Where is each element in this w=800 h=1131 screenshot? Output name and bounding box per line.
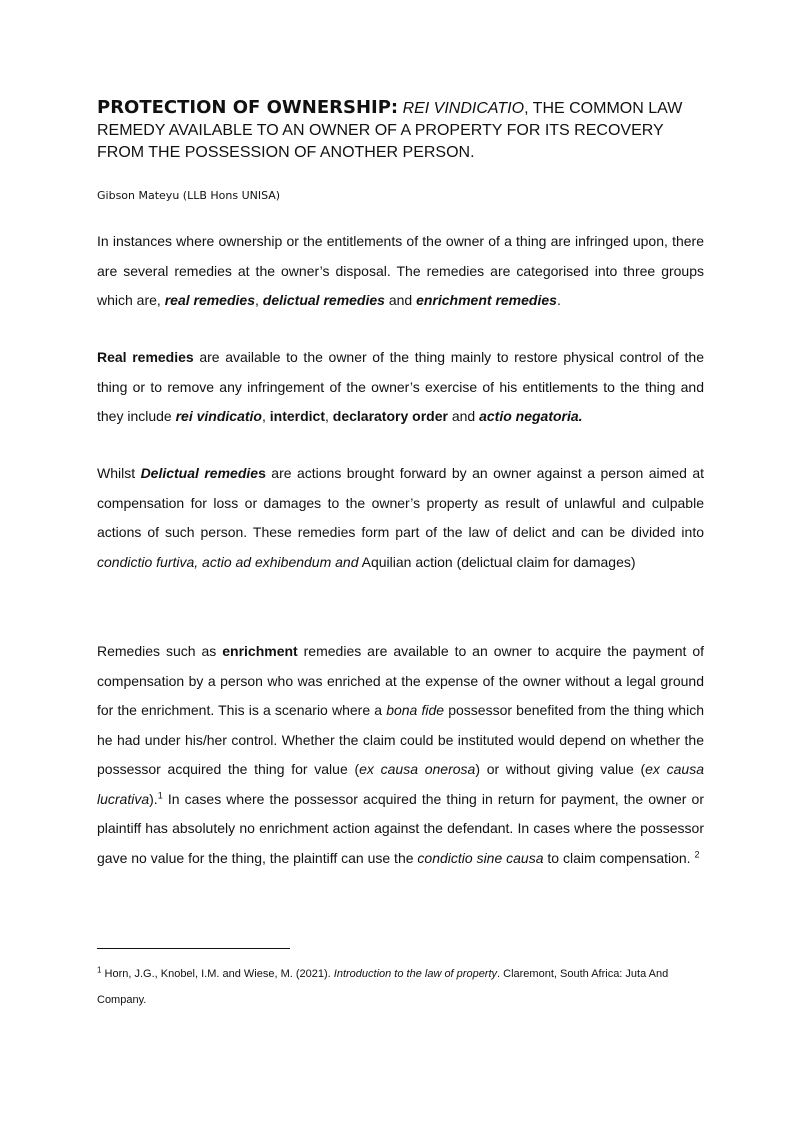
text-run: Aquilian action (delictual claim for damages) — [358, 553, 636, 570]
text-run: . Claremont, South Africa: Juta And Company. — [97, 968, 669, 1006]
emphasis-delictual-remedies: delictual remedies — [262, 292, 385, 308]
text-run: Remedies such as — [97, 643, 223, 659]
text-run: Horn, J.G., Knobel, I.M. and Wiese, M. (2021). — [101, 968, 334, 980]
text-run: . — [556, 292, 561, 308]
footnote-ref-2[interactable]: 2 — [694, 848, 700, 859]
text-run: ). — [149, 790, 158, 807]
term-enrichment: enrichment — [222, 643, 298, 659]
footnote-number: 1 — [97, 965, 102, 975]
text-run: remedies are available to an owner to acquire the payment of compensation by a person who was enriched at the expense of the owner without a legal ground for the enrichment. This is a scenario where a — [97, 643, 704, 718]
term-delictual-suffix: s — [258, 465, 266, 481]
emphasis-enrichment-remedies: enrichment remedies — [416, 292, 557, 308]
text-run: ) or without giving value ( — [475, 761, 646, 777]
term-actio-negatoria: actio negatoria. — [479, 408, 583, 424]
paragraph-enrichment-remedies — [97, 637, 704, 873]
term-real-remedies: Real remedies — [97, 349, 194, 365]
text-run: , — [261, 408, 270, 424]
text-run: Whilst — [97, 465, 141, 481]
term-bona-fide: bona fide — [386, 702, 445, 718]
title-lead: PROTECTION OF OWNERSHIP: — [97, 97, 399, 118]
text-run: to claim compensation. — [543, 849, 695, 866]
text-run: , — [324, 408, 333, 424]
footnote-ref-1[interactable]: 1 — [157, 789, 163, 800]
text-run: and — [447, 408, 480, 424]
title-term: REI VINDICATIO — [402, 100, 525, 117]
emphasis-real-remedies: real remedies — [164, 292, 255, 308]
document-title — [97, 97, 707, 164]
paragraph-remedies-intro — [97, 227, 704, 316]
term-ex-causa-lucrativa: ex causa lucrativa — [97, 761, 704, 807]
footnote-1 — [97, 961, 697, 1013]
text-run: possessor benefited from the thing which he had under his/her control. Whether the claim could be instituted would depend on whether the possessor acquired the thing for value ( — [97, 702, 704, 777]
footnote-book-title: Introduction to the law of property — [333, 968, 498, 980]
text-run: are actions brought forward by an owner against a person aimed at compensation for loss or damages to the owner’s property as result of unlawful and culpable actions of such person. These remedies form part of the law of delict and can be divided into — [97, 465, 705, 540]
term-ex-causa-onerosa: ex causa onerosa — [359, 761, 476, 777]
term-condictio-sine-causa: condictio sine causa — [417, 849, 544, 866]
text-run: In instances where ownership or the entitlements of the owner of a thing are infringed upon, there are several remedies at the owner’s disposal. The remedies are categorised into three groups which are, — [97, 233, 704, 308]
term-rei-vindicatio: rei vindicatio — [175, 408, 262, 424]
term-condictio-furtiva: condictio furtiva, actio ad exhibendum and — [97, 553, 359, 570]
footnote-separator — [97, 948, 290, 949]
author-line: Gibson Mateyu (LLB Hons UNISA) — [97, 189, 281, 202]
text-run: , — [255, 292, 263, 308]
title-rest: , THE COMMON LAW REMEDY AVAILABLE TO AN OWNER OF A PROPERTY FOR ITS RECOVERY FROM THE POSSESSION OF ANOTHER PERSON. — [97, 100, 683, 161]
paragraph-delictual-remedies — [97, 459, 704, 577]
term-interdict: interdict — [269, 408, 325, 424]
text-run: In cases where the possessor acquired the thing in return for payment, the owner or plaintiff has absolutely no enrichment action against the defendant. In cases where the possessor gave no value for the thing, the plaintiff can use the — [97, 790, 704, 866]
term-delictual-remedies: Delictual remedie — [140, 465, 259, 481]
text-run: and — [384, 292, 417, 308]
paragraph-real-remedies — [97, 343, 704, 432]
text-run: are available to the owner of the thing mainly to restore physical control of the thing or to remove any infringement of the owner’s exercise of his entitlements to the thing and they include — [97, 349, 704, 424]
term-declaratory-order: declaratory order — [332, 408, 448, 424]
